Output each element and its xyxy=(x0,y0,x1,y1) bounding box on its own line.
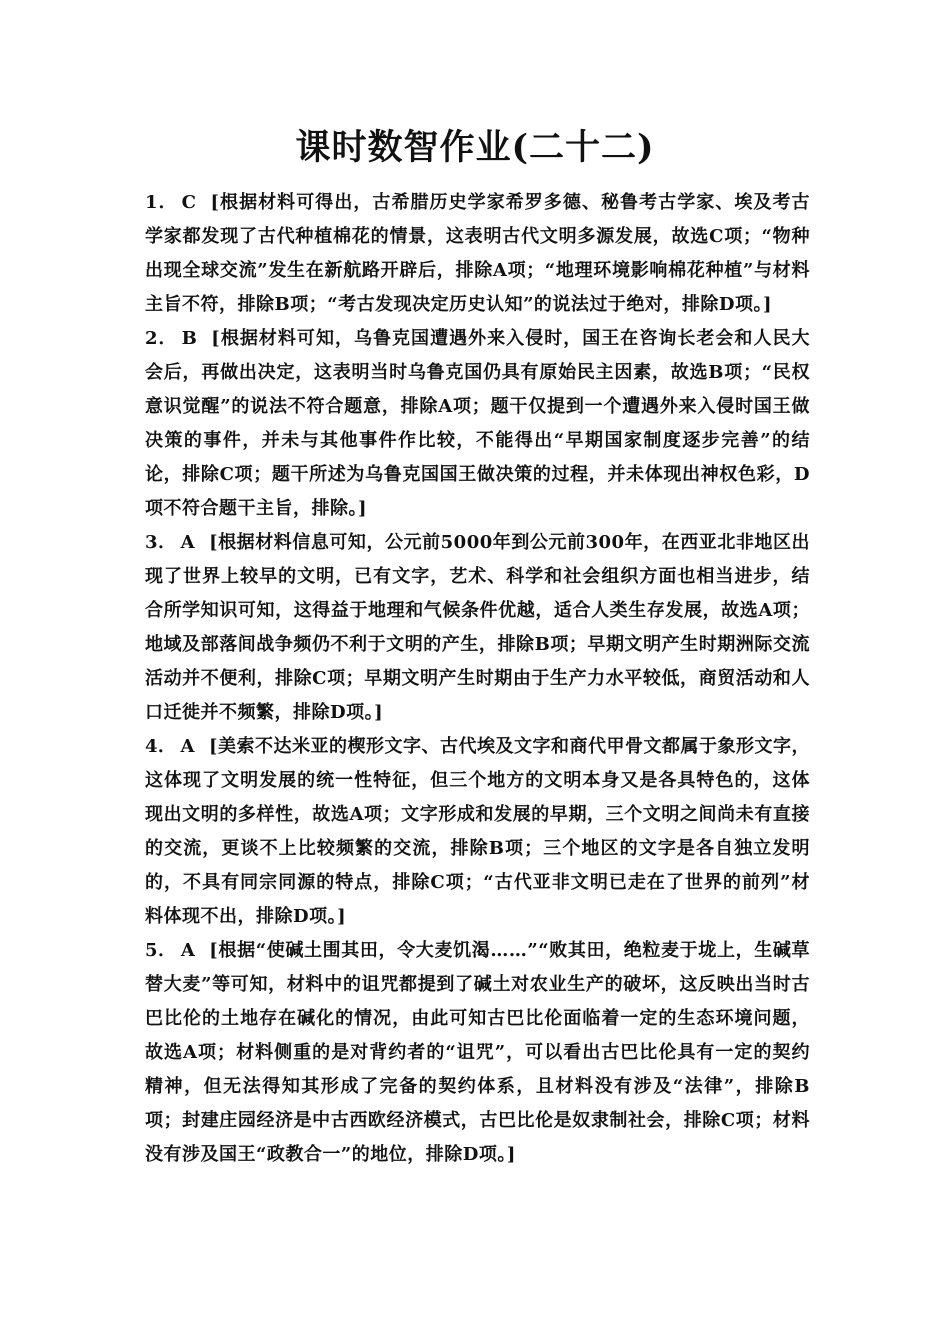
answer-explanation: [美索不达米亚的楔形文字、古代埃及文字和商代甲骨文都属于象形文字，这体现了文明发展的统一性特征，但三个地方的文明本身又是各具特色的，这体现出文明的多样性，故选A项；文字形成和发展的早期，三个文明之间尚未有直接的交流，更谈不上比较频繁的交流，排除B项；三个地区的文字是各自独立发明的，不具有同宗同源的特点，排除C项；“古代亚非文明已走在了世界的前列”材料体现不出，排除D项。] xyxy=(145,736,811,927)
answer-explanation: [根据“使碱土围其田，令大麦饥渴……”“败其田，绝粒麦于垅上，生碱草替大麦”等可知，材料中的诅咒都提到了碱土对农业生产的破坏，这反映出当时古巴比伦的土地存在碱化的情况，由此可知古巴比伦面临着一定的生态环境问题，故选A项；材料侧重的是对背约者的“诅咒”，可以看出古巴比伦具有一定的契约精神，但无法得知其形成了完备的契约体系，且材料没有涉及“法律”，排除B项；封建庄园经济是中古西欧经济模式，古巴比伦是奴隶制社会，排除C项；材料没有涉及国王“政教合一”的地位，排除D项。] xyxy=(145,940,811,1165)
answer-number: 5． xyxy=(145,940,177,961)
answer-choice: A xyxy=(180,736,195,757)
answer-number: 1． xyxy=(145,192,178,213)
answer-list xyxy=(145,186,810,1172)
answer-choice: A xyxy=(180,940,196,961)
answer-explanation: [根据材料可知，乌鲁克国遭遇外来入侵时，国王在咨询长老会和人民大会后，再做出决定，这表明当时乌鲁克国仍具有原始民主因素，故选B项；“民权意识觉醒”的说法不符合题意，排除A项；题干仅提到一个遭遇外来入侵时国王做决策的事件，并未与其他事件作比较，不能得出“早期国家制度逐步完善”的结论，排除C项；题干所述为乌鲁克国国王做决策的过程，并未体现出神权色彩，D项不符合题干主旨，排除。] xyxy=(145,328,811,519)
answer-choice: B xyxy=(181,328,198,349)
answer-item-5 xyxy=(145,934,810,1172)
answer-item-3 xyxy=(145,526,810,730)
answer-item-1 xyxy=(145,186,810,322)
answer-choice: A xyxy=(180,532,196,553)
answer-item-2 xyxy=(145,322,810,526)
answer-choice: C xyxy=(181,192,197,213)
answer-number: 3． xyxy=(145,532,177,553)
answer-number: 2． xyxy=(145,328,178,349)
answer-number: 4． xyxy=(145,736,177,757)
answer-explanation: [根据材料可得出，古希腊历史学家希罗多德、秘鲁考古学家、埃及考古学家都发现了古代种植棉花的情景，这表明古代文明多源发展，故选C项；“物种出现全球交流”发生在新航路开辟后，排除A项；“地理环境影响棉花种植”与材料主旨不符，排除B项；“考古发现决定历史认知”的说法过于绝对，排除D项。] xyxy=(145,192,810,315)
answer-explanation: [根据材料信息可知，公元前5000年到公元前300年，在西亚北非地区出现了世界上较早的文明，已有文字，艺术、科学和社会组织方面也相当进步，结合所学知识可知，这得益于地理和气候条件优越，适合人类生存发展，故选A项；地域及部落间战争频仍不利于文明的产生，排除B项；早期文明产生时期洲际交流活动并不便利，排除C项；早期文明产生时期由于生产力水平较低，商贸活动和人口迁徙并不频繁，排除D项。] xyxy=(145,532,810,723)
page-title: 课时数智作业(二十二) xyxy=(295,127,655,168)
answer-item-4 xyxy=(145,730,810,934)
